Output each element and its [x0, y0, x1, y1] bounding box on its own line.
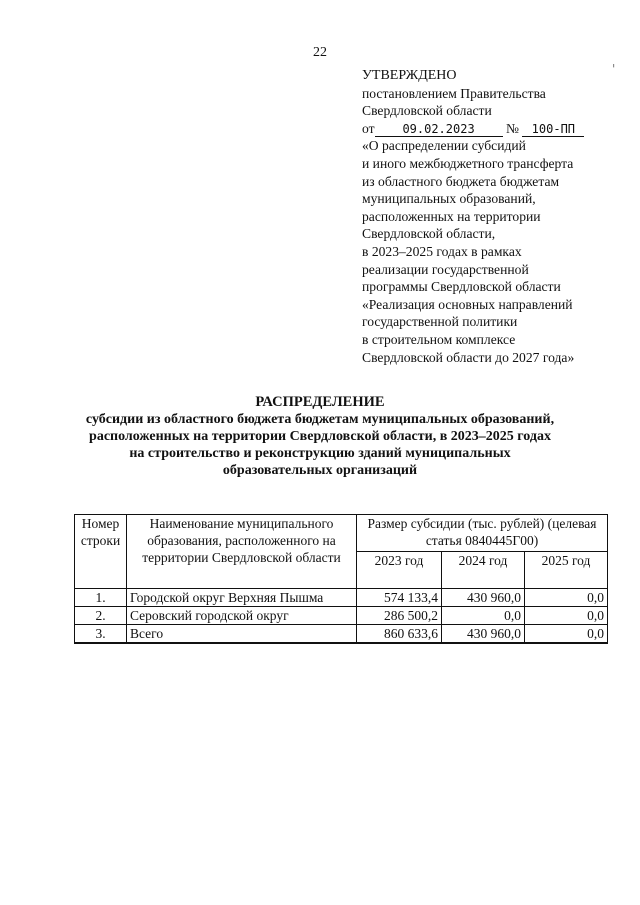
title-line: субсидии из областного бюджета бюджетам муниципальных образований, — [85, 412, 555, 427]
date-prefix: от — [362, 120, 375, 136]
cell-2025: 0,0 — [525, 589, 608, 607]
cell-2023: 286 500,2 — [357, 607, 442, 625]
approval-line: Свердловской области — [362, 103, 492, 119]
subject-line: в строительном комплексе — [362, 331, 516, 347]
cell-2024: 430 960,0 — [442, 625, 525, 644]
approval-heading: УТВЕРЖДЕНО — [362, 68, 457, 83]
approval-reference — [362, 120, 584, 138]
title-line: расположенных на территории Свердловской области, в 2023–2025 годах — [89, 429, 551, 444]
cell-2023: 860 633,6 — [357, 625, 442, 644]
cell-row-number: 2. — [75, 607, 127, 625]
subject-line: из областного бюджета бюджетам — [362, 173, 560, 189]
subject-line: государственной политики — [362, 314, 518, 330]
header-row-number: Номер строки — [75, 515, 127, 589]
subject-line: расположенных на территории — [362, 208, 541, 224]
subject-line: программы Свердловской области — [362, 279, 561, 295]
edge-mark: ' — [612, 62, 616, 76]
header-year-2025: 2025 год — [525, 552, 608, 589]
approval-block — [362, 67, 584, 366]
subject-line: реализации государственной — [362, 261, 529, 277]
cell-2024: 0,0 — [442, 607, 525, 625]
number-prefix: № — [505, 120, 519, 136]
approval-number: 100-ПП — [522, 122, 584, 137]
cell-row-number: 3. — [75, 625, 127, 644]
cell-2024: 430 960,0 — [442, 589, 525, 607]
approval-date: 09.02.2023 — [375, 122, 503, 137]
table-row — [75, 589, 608, 607]
subject-line: Свердловской области до 2027 года» — [362, 349, 575, 365]
header-subsidy-group: Размер субсидии (тыс. рублей) (целевая статья 0840445Г00) — [357, 515, 608, 552]
approval-line: постановлением Правительства — [362, 85, 546, 101]
title-line: образовательных организаций — [222, 463, 418, 478]
cell-municipality: Серовский городской округ — [127, 607, 357, 625]
cell-2023: 574 133,4 — [357, 589, 442, 607]
title-line: на строительство и реконструкцию зданий муниципальных — [129, 446, 511, 461]
title-main: РАСПРЕДЕЛЕНИЕ — [255, 394, 385, 410]
cell-row-number: 1. — [75, 589, 127, 607]
header-municipality: Наименование муниципального образования, расположенного на территории Свердловской области — [127, 515, 357, 589]
cell-2025: 0,0 — [525, 607, 608, 625]
header-year-2024: 2024 год — [442, 552, 525, 589]
subject-line: в 2023–2025 годах в рамках — [362, 243, 522, 259]
header-year-2023: 2023 год — [357, 552, 442, 589]
cell-municipality: Городской округ Верхняя Пышма — [127, 589, 357, 607]
table-row-total — [75, 625, 608, 644]
cell-2025: 0,0 — [525, 625, 608, 644]
subject-line: «Реализация основных направлений — [362, 296, 573, 312]
document-title — [0, 394, 640, 479]
cell-municipality: Всего — [127, 625, 357, 644]
page-number: 22 — [313, 45, 327, 60]
subsidy-table — [74, 514, 608, 644]
subject-line: муниципальных образований, — [362, 191, 536, 207]
subject-line: Свердловской области, — [362, 226, 496, 242]
subject-line: и иного межбюджетного трансферта — [362, 155, 574, 171]
table-row — [75, 607, 608, 625]
subject-line: «О распределении субсидий — [362, 138, 526, 154]
